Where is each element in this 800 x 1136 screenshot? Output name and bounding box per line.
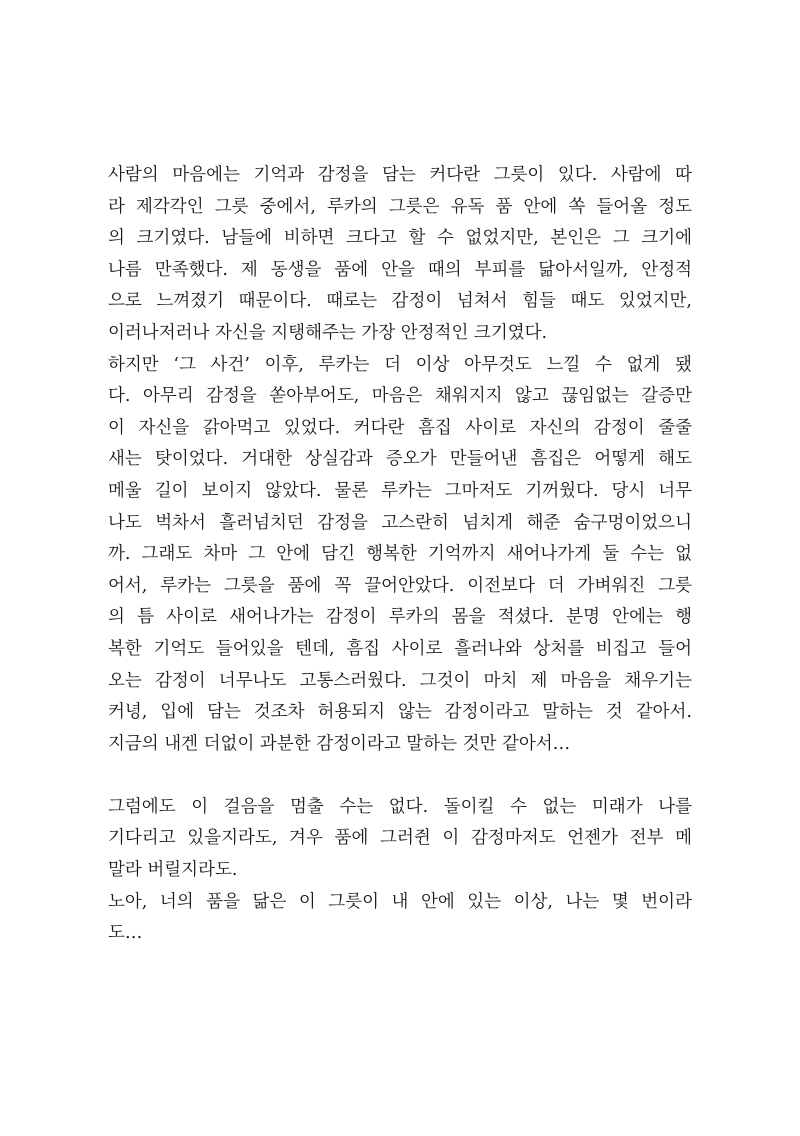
text-line: 도… [108,923,143,944]
body-text [108,160,692,950]
text-line: 하지만 ‘그 사건’ 이후, 루카는 더 이상 아무것도 느낄 수 없게 됐 [108,354,692,375]
text-line: 말라 버릴지라도. [108,860,238,881]
text-line: 새는 탓이었다. 거대한 상실감과 증오가 만들어낸 흠집은 어떻게 해도 [108,449,692,470]
text-line: 그럼에도 이 걸음을 멈출 수는 없다. 돌이킬 수 없는 미래가 나를 [108,796,692,817]
text-line: 의 크기였다. 남들에 비하면 크다고 할 수 없었지만, 본인은 그 크기에 [108,228,692,249]
text-line: 메울 길이 보이지 않았다. 물론 루카는 그마저도 기꺼웠다. 당시 너무 [108,480,692,501]
text-line: 지금의 내겐 더없이 과분한 감정이라고 말하는 것만 같아서… [108,733,571,754]
text-line: 나름 만족했다. 제 동생을 품에 안을 때의 부피를 닮아서일까, 안정적 [108,259,692,280]
text-line: 나도 벅차서 흘러넘치던 감정을 고스란히 넘치게 해준 숨구멍이었으니 [108,512,692,533]
text-line: 까. 그래도 차마 그 안에 담긴 행복한 기억까지 새어나가게 둘 수는 없 [108,544,692,565]
text-line: 이러나저러나 자신을 지탱해주는 가장 안정적인 크기였다. [108,322,548,343]
text-line: 라 제각각인 그릇 중에서, 루카의 그릇은 유독 품 안에 쏙 들어올 정도 [108,196,692,217]
text-line: 어서, 루카는 그릇을 품에 꼭 끌어안았다. 이전보다 더 가벼워진 그릇 [108,575,692,596]
text-line: 의 틈 사이로 새어나가는 감정이 루카의 몸을 적셨다. 분명 안에는 행 [108,607,692,628]
text-line: 이 자신을 갉아먹고 있었다. 커다란 흠집 사이로 자신의 감정이 줄줄 [108,417,692,438]
text-line: 복한 기억도 들어있을 텐데, 흠집 사이로 흘러나와 상처를 비집고 들어 [108,638,692,659]
text-line: 오는 감정이 너무나도 고통스러웠다. 그것이 마치 제 마음을 채우기는 [108,670,692,691]
paragraph-gap [108,760,692,792]
text-line: 기다리고 있을지라도, 겨우 품에 그러쥔 이 감정마저도 언젠가 전부 메 [108,828,692,849]
text-line: 으로 느껴졌기 때문이다. 때로는 감정이 넘쳐서 힘들 때도 있었지만, [108,291,692,312]
text-line: 커녕, 입에 담는 것조차 허용되지 않는 감정이라고 말하는 것 같아서. [108,702,692,723]
text-line: 사람의 마음에는 기억과 감정을 담는 커다란 그릇이 있다. 사람에 따 [108,165,692,185]
text-line: 노아, 너의 품을 닮은 이 그릇이 내 안에 있는 이상, 나는 몇 번이라 [108,891,692,912]
text-line: 다. 아무리 감정을 쏟아부어도, 마음은 채워지지 않고 끊임없는 갈증만 [108,386,692,407]
